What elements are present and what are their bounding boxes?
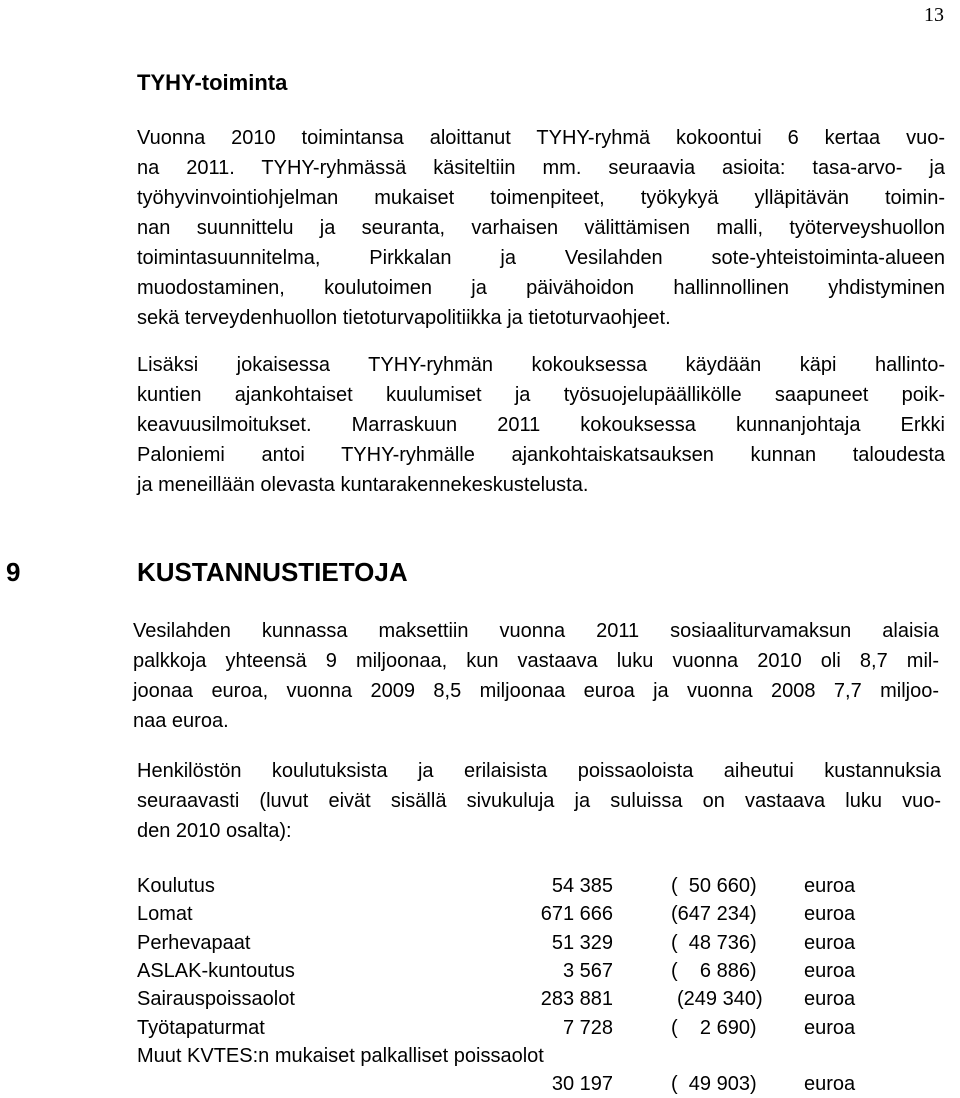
- cost-previous-year: (249 340): [677, 988, 763, 1011]
- cost-previous-year: ( 50 660): [671, 875, 757, 897]
- text-line: työhyvinvointiohjelman mukaiset toimenpiteet, työkykyä ylläpitävän toimin-: [137, 187, 945, 209]
- cost-previous-year: (647 234): [671, 903, 757, 926]
- cost-previous-year: ( 6 886): [671, 959, 757, 982]
- cost-label: Koulutus: [137, 875, 215, 897]
- section9-paragraph-2: [137, 756, 941, 846]
- table-row: [0, 1042, 960, 1070]
- table-row: [0, 929, 960, 957]
- text-line: keavuusilmoitukset. Marraskuun 2011 kokouksessa kunnanjohtaja Erkki: [137, 414, 945, 436]
- text-line: Paloniemi antoi TYHY-ryhmälle ajankohtaiskatsauksen kunnan taloudesta: [137, 444, 945, 466]
- tyhy-paragraph-1: [137, 123, 945, 333]
- cost-unit: euroa: [804, 1016, 856, 1039]
- text-line: naa euroa.: [133, 710, 229, 732]
- cost-label: Perhevapaat: [137, 931, 251, 954]
- cost-unit: euroa: [804, 903, 856, 926]
- text-line: Henkilöstön koulutuksista ja erilaisista poissaoloista aiheutui kustannuksia: [137, 760, 941, 782]
- cost-previous-year: ( 48 736): [671, 931, 757, 954]
- text-line: ja meneillään olevasta kuntarakennekeskustelusta.: [137, 474, 589, 496]
- text-line: kuntien ajankohtaiset kuulumiset ja työsuojelupäällikölle saapuneet poik-: [137, 384, 945, 406]
- text-line: joonaa euroa, vuonna 2009 8,5 miljoonaa euroa ja vuonna 2008 7,7 miljoo-: [133, 680, 939, 702]
- cost-label: ASLAK-kuntoutus: [137, 959, 295, 982]
- cost-table: [0, 872, 960, 1098]
- table-row: [0, 872, 960, 900]
- section-number: 9: [6, 557, 21, 587]
- cost-unit: euroa: [804, 875, 856, 897]
- table-row: [0, 1070, 960, 1098]
- text-line: muodostaminen, koulutoimen ja päivähoidon hallinnollinen yhdistyminen: [137, 277, 945, 299]
- cost-label: Sairauspoissaolot: [137, 988, 295, 1011]
- section9-paragraph-1: [133, 616, 939, 736]
- table-row: [0, 900, 960, 928]
- cost-previous-year: ( 49 903): [671, 1073, 757, 1096]
- cost-unit: euroa: [804, 1073, 856, 1096]
- section-title-tyhy: TYHY-toiminta: [137, 70, 288, 95]
- cost-value: 3 567: [562, 959, 613, 982]
- cost-value: 671 666: [540, 903, 613, 926]
- table-row: [0, 985, 960, 1013]
- text-line: Vuonna 2010 toimintansa aloittanut TYHY-ryhmä kokoontui 6 kertaa vuo-: [137, 127, 945, 149]
- text-line: seuraavasti (luvut eivät sisällä sivukuluja ja suluissa on vastaava luku vuo-: [137, 790, 941, 812]
- cost-unit: euroa: [804, 959, 856, 982]
- cost-previous-year: ( 2 690): [671, 1016, 757, 1039]
- section-title-kustannustietoja: KUSTANNUSTIETOJA: [137, 557, 408, 587]
- cost-value: 54 385: [551, 875, 613, 897]
- cost-unit: euroa: [804, 931, 856, 954]
- text-line: Lisäksi jokaisessa TYHY-ryhmän kokouksessa käydään käpi hallinto-: [137, 354, 945, 376]
- table-row: [0, 1014, 960, 1042]
- text-line: na 2011. TYHY-ryhmässä käsiteltiin mm. seuraavia asioita: tasa-arvo- ja: [137, 157, 945, 179]
- text-line: den 2010 osalta):: [137, 820, 292, 842]
- text-line: sekä terveydenhuollon tietoturvapolitiikka ja tietoturvaohjeet.: [137, 307, 671, 329]
- text-line: Vesilahden kunnassa maksettiin vuonna 2011 sosiaaliturvamaksun alaisia: [133, 620, 939, 642]
- text-line: toimintasuunnitelma, Pirkkalan ja Vesilahden sote-yhteistoiminta-alueen: [137, 247, 945, 269]
- cost-value: 7 728: [562, 1016, 613, 1039]
- text-line: nan suunnittelu ja seuranta, varhaisen välittämisen malli, työterveyshuollon: [137, 217, 945, 239]
- tyhy-paragraph-2: [137, 350, 945, 500]
- cost-value: 30 197: [551, 1073, 613, 1096]
- cost-label: Lomat: [137, 903, 193, 926]
- text-line: palkkoja yhteensä 9 miljoonaa, kun vastaava luku vuonna 2010 oli 8,7 mil-: [133, 650, 939, 672]
- cost-label: Työtapaturmat: [137, 1016, 265, 1039]
- cost-value: 283 881: [540, 988, 613, 1011]
- table-row: [0, 957, 960, 985]
- cost-unit: euroa: [804, 988, 856, 1011]
- cost-value: 51 329: [551, 931, 613, 954]
- page-number: 13: [924, 4, 944, 26]
- cost-label: Muut KVTES:n mukaiset palkalliset poissaolot: [137, 1044, 544, 1067]
